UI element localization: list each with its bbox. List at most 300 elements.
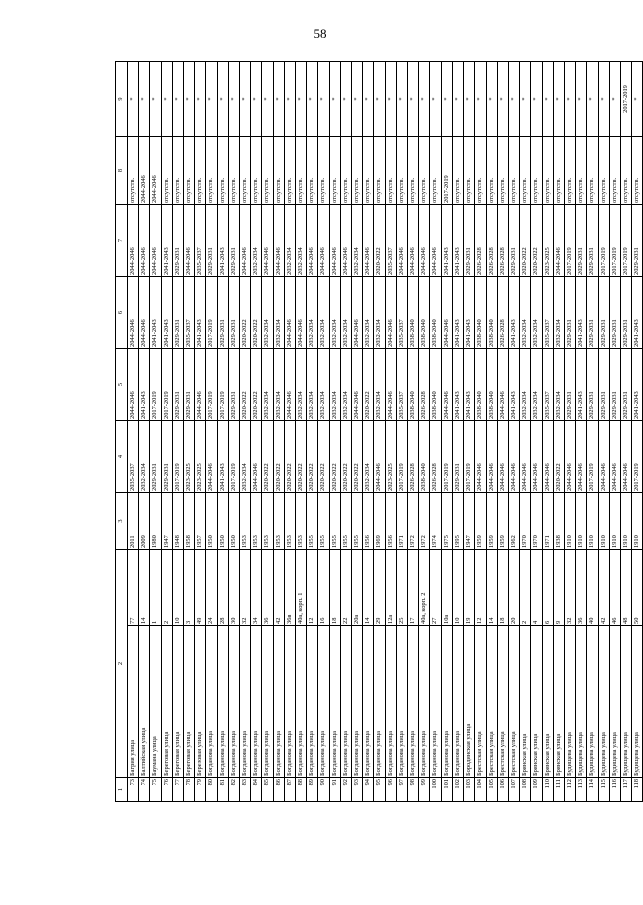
table-row	[206, 61, 217, 801]
table-cell: 2044-2046	[609, 420, 620, 492]
table-cell: 2029-2031	[172, 348, 183, 420]
table-cell: *	[206, 61, 217, 136]
table-cell: 2044-2046	[441, 348, 452, 420]
table-row	[128, 61, 139, 801]
table-cell: 12	[475, 549, 486, 625]
table-cell: *	[150, 61, 161, 136]
table-cell: 2029-2031	[609, 276, 620, 348]
table-cell: 2044-2046	[284, 348, 295, 420]
column-number: 5	[116, 348, 128, 420]
table-cell: 1959	[475, 492, 486, 549]
table-cell: Будищева улица	[564, 626, 575, 778]
table-cell: 101	[441, 778, 452, 802]
table-cell: 2029-2031	[172, 276, 183, 348]
table-cell: 76	[161, 778, 172, 802]
table-cell: 1947	[464, 492, 475, 549]
table-cell: 85	[262, 778, 273, 802]
table-cell: 2044-2046	[508, 420, 519, 492]
table-cell: 88	[296, 778, 307, 802]
table-cell: 2029-2031	[564, 348, 575, 420]
table-cell: 2041-2043	[632, 348, 643, 420]
table-cell: *	[374, 61, 385, 136]
table-cell: 2017-2019	[150, 348, 161, 420]
table-cell: 78	[184, 778, 195, 802]
table-cell: *	[172, 61, 183, 136]
table-cell: 2020-2022	[531, 204, 542, 276]
table-cell: 2023-2025	[385, 420, 396, 492]
table-cell: 2029-2031	[587, 348, 598, 420]
table-cell: 91	[329, 778, 340, 802]
table-cell: 2017-2019	[217, 348, 228, 420]
table-row	[430, 61, 441, 801]
table-cell: 2044-2046	[296, 276, 307, 348]
table-cell: 2041-2043	[195, 276, 206, 348]
table-cell: 2029-2031	[206, 204, 217, 276]
table-cell: Богданова улица	[206, 626, 217, 778]
table-cell: 2020-2022	[251, 348, 262, 420]
table-row	[363, 61, 374, 801]
table-cell: 40а, корп. 1	[296, 549, 307, 625]
table-cell: *	[587, 61, 598, 136]
table-cell: Бородинская улица	[464, 626, 475, 778]
table-cell: отсутств.	[464, 136, 475, 204]
table-cell: 84	[251, 778, 262, 802]
column-number: 6	[116, 276, 128, 348]
table-cell: отсутств.	[564, 136, 575, 204]
table-cell: отсутств.	[262, 136, 273, 204]
table-cell: 77	[172, 778, 183, 802]
table-cell: 1971	[396, 492, 407, 549]
table-cell: 36	[262, 549, 273, 625]
table-cell: Береговая улица	[172, 626, 183, 778]
table-cell: 1970	[531, 492, 542, 549]
table-cell: 2044-2046	[620, 420, 631, 492]
table-cell: *	[128, 61, 139, 136]
table-cell: отсутств.	[598, 136, 609, 204]
table-cell: 18	[329, 549, 340, 625]
table-cell: 2038-2040	[408, 276, 419, 348]
table-row	[296, 61, 307, 801]
table-row	[340, 61, 351, 801]
table-cell: 2029-2031	[587, 276, 598, 348]
table-cell: отсутств.	[587, 136, 598, 204]
table-cell: 115	[598, 778, 609, 802]
table-row	[240, 61, 251, 801]
table-cell: Богданова улица	[262, 626, 273, 778]
table-cell: 2041-2043	[452, 276, 463, 348]
table-cell: 104	[475, 778, 486, 802]
table-cell: 2041-2043	[632, 276, 643, 348]
table-cell: 2023-2025	[542, 204, 553, 276]
table-cell: 1956	[385, 492, 396, 549]
table-cell: *	[284, 61, 295, 136]
table-row	[587, 61, 598, 801]
table-cell: 1950	[228, 492, 239, 549]
table-cell: 116	[609, 778, 620, 802]
table-row	[329, 61, 340, 801]
table-cell: отсутств.	[475, 136, 486, 204]
table-cell: *	[184, 61, 195, 136]
table-cell: 2044-2046	[408, 204, 419, 276]
table-cell: 24	[206, 549, 217, 625]
table-cell: 28	[217, 549, 228, 625]
table-cell: 12а	[385, 549, 396, 625]
table-cell: 117	[620, 778, 631, 802]
table-cell: 2044-2046	[139, 204, 150, 276]
table-cell: 1972	[419, 492, 430, 549]
table-row	[374, 61, 385, 801]
table-cell: 2032-2034	[318, 348, 329, 420]
table-cell: отсутств.	[553, 136, 564, 204]
table-cell: отсутств.	[576, 136, 587, 204]
table-cell: 2020-2022	[520, 204, 531, 276]
table-cell: 96	[385, 778, 396, 802]
table-cell: 2041-2043	[576, 276, 587, 348]
table-cell: 9	[553, 549, 564, 625]
table-cell: 2044-2046	[139, 136, 150, 204]
table-cell: Богданова улица	[419, 626, 430, 778]
table-cell: 2029-2031	[228, 204, 239, 276]
table-cell: 2029-2031	[150, 420, 161, 492]
table-cell: 109	[531, 778, 542, 802]
table-cell: 2020-2022	[340, 420, 351, 492]
table-cell: 1950	[206, 492, 217, 549]
table-cell: 1910	[620, 492, 631, 549]
table-cell: 2	[520, 549, 531, 625]
table-cell: *	[363, 61, 374, 136]
table-cell: 2041-2043	[452, 348, 463, 420]
table-cell: 2017-2019	[396, 420, 407, 492]
table-cell: 2044-2046	[284, 276, 295, 348]
table-cell: 79	[195, 778, 206, 802]
table-cell: 77	[128, 549, 139, 625]
table-cell: 2026-2028	[419, 348, 430, 420]
table-row	[150, 61, 161, 801]
table-cell: 2032-2034	[363, 276, 374, 348]
table-row	[217, 61, 228, 801]
table-cell: 2017-2019	[620, 204, 631, 276]
table-cell: 1938	[553, 492, 564, 549]
table-cell: отсутств.	[172, 136, 183, 204]
table-row	[497, 61, 508, 801]
table-cell: 89	[307, 778, 318, 802]
column-number: 1	[116, 778, 128, 802]
table-cell: отсутств.	[508, 136, 519, 204]
table-cell: *	[340, 61, 351, 136]
table-cell: 2017-2019	[206, 348, 217, 420]
table-row	[228, 61, 239, 801]
table-cell: 2041-2043	[139, 348, 150, 420]
table-cell: 2032-2034	[553, 348, 564, 420]
table-cell: 2023-2025	[195, 420, 206, 492]
table-cell: *	[251, 61, 262, 136]
table-cell: 2035-2037	[385, 204, 396, 276]
table-cell: 1980	[150, 492, 161, 549]
table-cell: 1910	[587, 492, 598, 549]
table-cell: 110	[542, 778, 553, 802]
table-cell: 2041-2043	[508, 276, 519, 348]
table-cell: 2038-2040	[419, 276, 430, 348]
table-cell: 2032-2034	[340, 348, 351, 420]
table-cell: *	[296, 61, 307, 136]
table-cell: 81	[217, 778, 228, 802]
table-cell: 2044-2046	[206, 420, 217, 492]
table-cell: 2029-2031	[632, 204, 643, 276]
table-cell: 1955	[340, 492, 351, 549]
table-cell: 2032-2034	[363, 420, 374, 492]
table-cell: 2044-2046	[385, 348, 396, 420]
table-row	[576, 61, 587, 801]
table-row	[419, 61, 430, 801]
table-cell: 2032-2034	[273, 348, 284, 420]
table-cell: Богданова улица	[307, 626, 318, 778]
table-cell: 18	[497, 549, 508, 625]
table-cell: 2035-2037	[128, 420, 139, 492]
table-cell: 1957	[195, 492, 206, 549]
table-cell: Будищева улица	[587, 626, 598, 778]
table-cell: *	[139, 61, 150, 136]
table-cell: *	[486, 61, 497, 136]
column-number: 9	[116, 61, 128, 136]
table-cell: 2044-2046	[363, 204, 374, 276]
table-cell: *	[262, 61, 273, 136]
table-cell: 10а	[441, 549, 452, 625]
table-row	[553, 61, 564, 801]
table-cell: Богданова улица	[352, 626, 363, 778]
table-cell: 4	[531, 549, 542, 625]
table-cell: 106	[497, 778, 508, 802]
table-cell: 2032-2034	[262, 348, 273, 420]
table-cell: отсутств.	[430, 136, 441, 204]
table-cell: 2041-2043	[150, 276, 161, 348]
table-cell: 2041-2043	[452, 204, 463, 276]
table-cell: 2041-2043	[576, 348, 587, 420]
table-cell: 2032-2034	[374, 276, 385, 348]
table-cell: 2017-2019	[441, 420, 452, 492]
table-cell: 50	[632, 549, 643, 625]
table-cell: 46	[609, 549, 620, 625]
table-cell: *	[508, 61, 519, 136]
table-cell: 2044-2046	[374, 420, 385, 492]
table-cell: 2044-2046	[542, 420, 553, 492]
table-row	[396, 61, 407, 801]
table-cell: 2044-2046	[150, 204, 161, 276]
table-cell: Богданова улица	[396, 626, 407, 778]
table-row	[195, 61, 206, 801]
table-cell: 95	[374, 778, 385, 802]
table-cell: *	[598, 61, 609, 136]
table-cell: *	[408, 61, 419, 136]
table-cell: 2044-2046	[486, 420, 497, 492]
table-cell: *	[497, 61, 508, 136]
table-cell: отсутств.	[363, 136, 374, 204]
table-cell: 3	[184, 549, 195, 625]
table-row	[161, 61, 172, 801]
table-cell: *	[430, 61, 441, 136]
table-cell: 14	[139, 549, 150, 625]
table-cell: 83	[240, 778, 251, 802]
table-cell: 10	[172, 549, 183, 625]
table-cell: *	[452, 61, 463, 136]
table-cell: 100	[430, 778, 441, 802]
table-cell: 1953	[240, 492, 251, 549]
table-cell: 2044-2046	[564, 420, 575, 492]
table-cell: 2044-2046	[352, 348, 363, 420]
table-cell: 1953	[296, 492, 307, 549]
table-cell: 2026-2028	[475, 204, 486, 276]
table-cell: 2038-2040	[475, 276, 486, 348]
table-row	[475, 61, 486, 801]
table-cell: 2038-2040	[408, 348, 419, 420]
table-cell: 12	[307, 549, 318, 625]
table-cell: 1955	[352, 492, 363, 549]
table-cell: 2044-2046	[598, 420, 609, 492]
table-cell: Богданова улица	[273, 626, 284, 778]
table-cell: 2	[161, 549, 172, 625]
table-cell: отсутств.	[273, 136, 284, 204]
table-cell: Брестская улица	[497, 626, 508, 778]
table-cell: Береговая улица	[184, 626, 195, 778]
table-cell: отсутств.	[497, 136, 508, 204]
table-cell: отсутств.	[128, 136, 139, 204]
table-cell: 2032-2034	[329, 276, 340, 348]
table-cell: 2029-2031	[598, 276, 609, 348]
table-cell: 1959	[486, 492, 497, 549]
table-cell: отсутств.	[620, 136, 631, 204]
rotated-table-container	[115, 62, 641, 802]
table-cell: отсутств.	[452, 136, 463, 204]
table-cell: *	[520, 61, 531, 136]
table-cell: 2020-2022	[318, 420, 329, 492]
table-cell: 20а	[352, 549, 363, 625]
table-row	[284, 61, 295, 801]
table-cell: 2020-2022	[251, 276, 262, 348]
table-cell: отсутств.	[228, 136, 239, 204]
table-cell: 2044-2046	[128, 348, 139, 420]
table-cell: 2032-2034	[553, 276, 564, 348]
table-row	[520, 61, 531, 801]
table-cell: Баумана улица	[150, 626, 161, 778]
table-cell: Богданова улица	[329, 626, 340, 778]
table-cell: 1953	[284, 492, 295, 549]
table-cell: 1910	[576, 492, 587, 549]
table-row	[598, 61, 609, 801]
table-cell: 2044-2046	[184, 204, 195, 276]
table-cell: *	[419, 61, 430, 136]
table-cell: 2020-2022	[273, 420, 284, 492]
table-cell: 82	[228, 778, 239, 802]
table-cell: 2017-2019	[172, 420, 183, 492]
table-cell: 2044-2046	[150, 136, 161, 204]
table-cell: 19	[464, 549, 475, 625]
table-cell: 36в	[284, 549, 295, 625]
table-cell: отсутств.	[329, 136, 340, 204]
table-cell: 2032-2034	[318, 276, 329, 348]
table-cell: 2044-2046	[318, 204, 329, 276]
table-cell: 2026-2028	[497, 204, 508, 276]
table-cell: 2041-2043	[508, 348, 519, 420]
table-cell: 2029-2031	[161, 420, 172, 492]
table-cell: *	[195, 61, 206, 136]
table-cell: 2044-2046	[520, 420, 531, 492]
table-cell: 2017-2019	[161, 348, 172, 420]
table-cell: отсутств.	[542, 136, 553, 204]
table-cell: *	[273, 61, 284, 136]
table-cell: 2011	[128, 492, 139, 549]
column-number: 8	[116, 136, 128, 204]
table-cell: 2032-2034	[240, 420, 251, 492]
table-cell: 99	[419, 778, 430, 802]
table-cell: Богданова улица	[296, 626, 307, 778]
table-cell: *	[352, 61, 363, 136]
table-cell: 2029-2031	[508, 204, 519, 276]
table-cell: 2032-2034	[374, 348, 385, 420]
table-cell: 2038-2040	[486, 348, 497, 420]
table-row	[352, 61, 363, 801]
table-cell: 118	[632, 778, 643, 802]
table-cell: 2017-2019	[598, 204, 609, 276]
table-cell: 1953	[273, 492, 284, 549]
table-cell: отсутств.	[632, 136, 643, 204]
table-cell: 2026-2028	[497, 276, 508, 348]
table-cell: 17	[408, 549, 419, 625]
table-cell: 40а, корп. 2	[419, 549, 430, 625]
table-cell: 97	[396, 778, 407, 802]
table-cell: Балтийская улица	[139, 626, 150, 778]
table-cell: 25	[396, 549, 407, 625]
table-cell: *	[464, 61, 475, 136]
table-cell: 75	[150, 778, 161, 802]
table-cell: 112	[564, 778, 575, 802]
table-cell: 10	[452, 549, 463, 625]
table-cell: 2044-2046	[396, 204, 407, 276]
table-cell: 20	[508, 549, 519, 625]
table-row	[273, 61, 284, 801]
table-cell: отсутств.	[352, 136, 363, 204]
table-cell: 2017-2019	[441, 136, 452, 204]
table-cell: Богданова улица	[228, 626, 239, 778]
table-cell: 1972	[408, 492, 419, 549]
table-cell: 2017-2019	[620, 61, 631, 136]
table-cell: 2029-2031	[452, 420, 463, 492]
table-cell: отсутств.	[609, 136, 620, 204]
table-cell: 2029-2031	[564, 276, 575, 348]
table-cell: 1953	[262, 492, 273, 549]
table-cell: 2029-2031	[228, 276, 239, 348]
table-cell: отсутств.	[195, 136, 206, 204]
table-cell: 1958	[184, 492, 195, 549]
table-cell: 2029-2031	[609, 348, 620, 420]
table-cell: 105	[486, 778, 497, 802]
table-cell: отсутств.	[531, 136, 542, 204]
table-cell: 2044-2046	[329, 204, 340, 276]
table-cell: *	[240, 61, 251, 136]
table-cell: 32	[564, 549, 575, 625]
housing-register-table	[115, 61, 643, 802]
table-cell: 32	[240, 549, 251, 625]
table-cell: отсутств.	[217, 136, 228, 204]
table-cell: 2009	[139, 492, 150, 549]
table-cell: *	[609, 61, 620, 136]
table-cell: 1962	[508, 492, 519, 549]
table-cell: 2017-2019	[464, 420, 475, 492]
table-cell: 2020-2022	[262, 420, 273, 492]
table-cell: 2017-2019	[206, 276, 217, 348]
table-cell: 2038-2040	[486, 276, 497, 348]
table-cell: 2032-2034	[262, 276, 273, 348]
table-cell: 2044-2046	[273, 204, 284, 276]
table-row	[262, 61, 273, 801]
